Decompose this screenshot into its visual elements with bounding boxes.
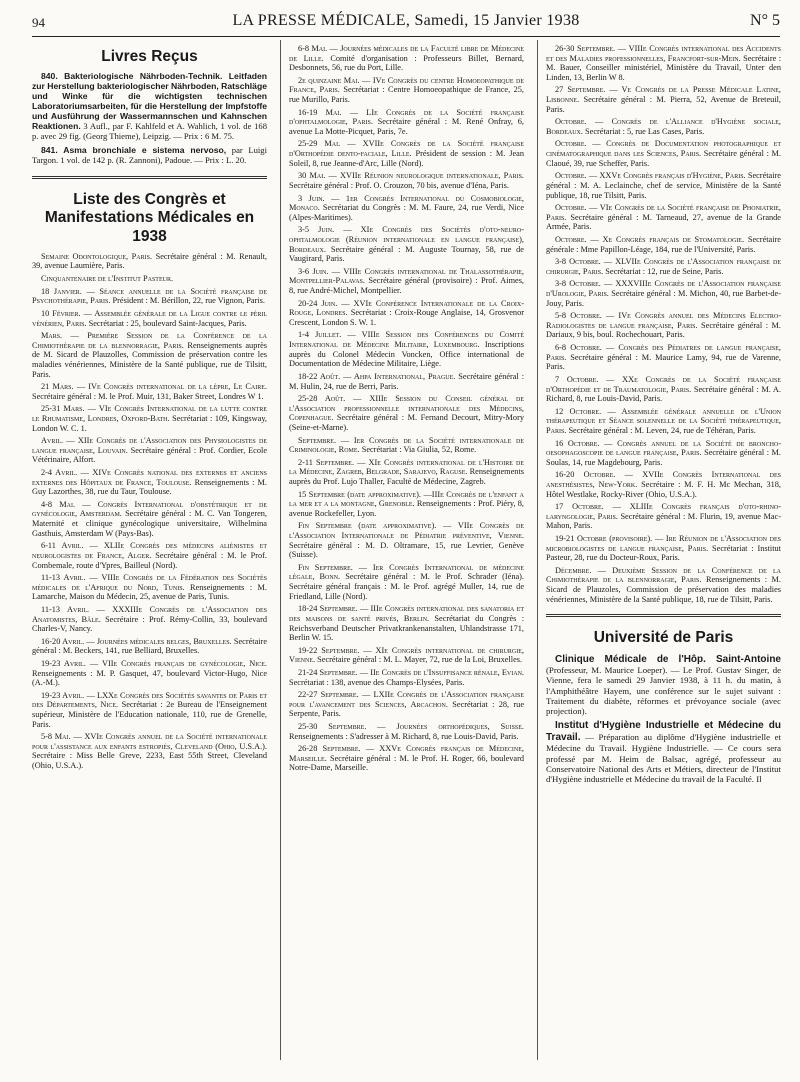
congress-entry [32, 500, 267, 538]
congress-entry [546, 566, 781, 604]
congress-details: Secrétaire général : M. Pierra, 52, Avenue de Breteuil, Paris. [546, 95, 781, 114]
congress-details: Secrétaire général : Prof. O. Crouzon, 70 bis, avenue d'Iéna, Paris. [289, 180, 509, 190]
congress-heading: Octobre. — Xe Congrès français de Stomatologie. [555, 234, 745, 244]
congress-entry [546, 470, 781, 499]
column-1 [32, 44, 267, 1054]
congress-entry [546, 279, 781, 308]
section-heading-congres: Liste des Congrès et Manifestations Médicales en 1938 [44, 191, 255, 245]
congress-details: Secrétaire général : M. L. Mayer, 72, rue de la Loi, Bruxelles. [317, 655, 523, 665]
congress-heading: 20-24 Juin. — XVIe Conférence Internationale de la Croix-Rouge, Londres. [289, 298, 524, 318]
congress-details: Secrétariat : 138, avenue des Champs-Elysées, Paris. [289, 677, 465, 687]
congress-heading: 27 Septembre. — Ve Congrès de la Presse Médicale Latine, Lisbonne. [546, 85, 781, 105]
congress-heading: 25-31 Mars. — VIe Congrès International de la lutte contre le Rhumatisme, Londres, Oxford-Bath. [32, 404, 267, 423]
congress-entry [32, 252, 267, 271]
congress-details: Secrétaire général : M. Fernand Decourt, Mitry-Mory (Seine-et-Marne). [289, 413, 524, 432]
congress-details: Secrétaire général (provisoire) : Prof. Aimes, 8, rue André-Michel, Montpellier. [289, 276, 524, 296]
congress-entry [289, 668, 524, 687]
congress-heading: 16-19 Mai. — LIe Congrès de la Société française d'ophtalmologie, Paris. [289, 107, 524, 127]
congress-details: Secrétaire général : M. C. Van Tongeren, Maternité et clinique gynécologique universitaire, Wilhelmina Gasthuis, Amsterdam W (Pays-Bas). [32, 509, 267, 538]
congress-entry [289, 458, 524, 487]
column-3 [546, 44, 781, 1064]
universite-item [546, 720, 781, 784]
book-entry [32, 72, 267, 142]
congress-entry [32, 573, 267, 602]
congress-list-col1 [32, 252, 267, 771]
congress-heading: 25-28 Août. — XIIIe Session du Conseil général de l'Association professionnelle internationale des Médecins, Copenhague. [289, 394, 524, 423]
congress-entry [32, 605, 267, 634]
congress-details: Renseignements auprès de M. Sicard de Plauzolles, Commission de préservation contre les maladies vénériennes, Ministère de la Santé publique, rue de Tilsitt, Paris. [32, 340, 267, 379]
congress-details: Secrétariat : 28, rue Serpente, Paris. [289, 699, 524, 719]
congress-details: Renseignements : M. Guy Lazorthes, 38, rue du Taur, Toulouse. [32, 477, 267, 497]
congress-entry [289, 267, 524, 296]
universite-item-text: (Professeur, M. Maurice Loeper). — Le Prof. Gustav Singer, de Vienne, fera le samedi 29 Janvier 1938, à 11 h. du matin, à l'Amphithéâtre Hayem, une conférence sur le sujet suivant : Traitement du diabète, réformes et prévoyance sociale (avec projection). [546, 665, 781, 716]
congress-details: Secrétaire général : M. Maurice Lamy, 94, rue de Varenne, Paris. [546, 352, 781, 372]
congress-heading: 2-11 Septembre. — XIe Congrès international de l'Histoire de la Médecine, Zagreb, Belgrade, Sarajevo, Raguse. [289, 457, 524, 477]
masthead [32, 8, 780, 37]
congress-list-col3 [546, 44, 781, 604]
congress-details: Secrétaire général : M. le Prof. Combemale, route d'Ypres, Bailleul (Nord). [32, 550, 267, 570]
congress-entry [289, 604, 524, 642]
column-divider [280, 40, 281, 1060]
congress-heading: 26-28 Septembre. — XXVe Congrès français de Médecine, Marseille. [289, 744, 524, 763]
congress-heading: 12 Octobre. — Assemblée générale annuelle de l'Union thérapeutique et Séance solennelle de la Société thérapeutique, Paris. [546, 406, 781, 435]
congress-entry [546, 407, 781, 436]
congress-entry [546, 235, 781, 254]
congress-list-col2 [289, 44, 524, 773]
congress-details: Secrétaire général : M. Leven, 24, rue de Téhéran, Paris. [568, 425, 756, 435]
congress-details: Secrétaire général : M. René Onfray, 6, avenue La Motte-Picquet, Paris, 7e. [289, 117, 524, 136]
congress-details: Secrétaire : M. Bauer, Conseiller ministériel, Ministère du Travail, Unter den Linden, 13, Berlin W 8. [546, 53, 781, 82]
congress-details: Secrétaire générale : Mme Papillon-Léage, 184, rue de l'Université, Paris. [546, 234, 781, 254]
congress-details: Secrétaire général : M. le Prof. Muir, 131, Baker Street, Londres W 1. [32, 391, 264, 401]
congress-heading: 6-8 Mai. — Journées médicales de la Faculté libre de Médecine de Lille. [289, 44, 524, 63]
congress-details: Secrétaire général : M. le Prof. Schrader (Iéna). Secrétaire général français : M. le Prof. agrégé Muller, 14, rue de Friedland, Lille (Nord). [289, 572, 524, 601]
congress-heading: 2-4 Avril. — XIVe Congrès national des externes et anciens externes des Hôpitaux de France, Toulouse. [32, 468, 267, 487]
congress-details: Secrétaire général : M. A. Leclainche, chef de service, Ministère de la Santé publique, 18, rue Tilsitt, Paris. [546, 171, 781, 200]
congress-heading: Décembre. — Deuxième Session de la Conférence de la Chimiothérapie de la blennorragie, Paris. [546, 565, 781, 585]
congress-heading: 3-5 Juin. — XIe Congrès des Sociétés d'oto-neuro-ophtalmologie (Réunion internationale en langue française), Bordeaux. [289, 225, 524, 254]
congress-heading: 19-22 Septembre. — XIe Congrès international de chirurgie, Vienne. [289, 645, 524, 665]
congress-heading: Avril. — XIIe Congrès de l'Association des Physiologistes de langue française, Louvain. [32, 436, 267, 455]
congress-details: Renseignements : S'adresser à M. Richard, 8, rue Louis-David, Paris. [289, 731, 519, 741]
universite-item-title: Institut d'Hygiène Industrielle et Médecine du Travail. [546, 720, 781, 743]
congress-entry [289, 372, 524, 391]
section-heading-livres: Livres Reçus [101, 48, 198, 65]
congress-heading: 16-20 Avril. — Journées médicales belges, Bruxelles. [41, 636, 232, 646]
congress-details: Secrétariat : Croix-Rouge Anglaise, 14, Grosvenor Crescent, London S. W. 1. [289, 308, 524, 327]
congress-entry [32, 732, 267, 770]
book-title: 841. Asma bronchiale e sistema nervoso, [41, 145, 227, 156]
congress-entry [546, 502, 781, 531]
congress-details: Secrétaire général : M. Flurin, 19, avenue Mac-Mahon, Paris. [546, 511, 781, 531]
congress-entry [32, 274, 267, 284]
congress-details: Renseignements : M. Lamarche, Maison du Médecin, 25, avenue de Paris, Tunis. [32, 582, 267, 602]
congress-heading: 18 Janvier. — Séance annuelle de la Société française de Psychothérapie, Paris. [32, 286, 267, 306]
congress-entry [289, 171, 524, 190]
congress-details: Secrétaire général : M. Dariaux, 9 bis, boul. Rochechouart, Paris. [546, 320, 781, 340]
congress-entry [289, 521, 524, 559]
congress-details: Comité d'organisation : Professeurs Billet, Bernard, Desbonnets, 56, rue du Port, Lille. [289, 53, 524, 73]
journal-title: LA PRESSE MÉDICALE, Samedi, 15 Janvier 1938 [232, 12, 580, 29]
congress-entry [289, 330, 524, 368]
congress-details: Secrétariat : 25, boulevard Saint-Jacques, Paris. [88, 318, 247, 328]
congress-heading: 16-20 Octobre. — XVIIe Congrès International des anesthésistes, New-York. [546, 470, 781, 489]
congress-entry [289, 194, 524, 223]
congress-heading: 25-30 Septembre. — Journées orthopédiques, Suisse. [298, 722, 524, 731]
congress-heading: 17 Octobre. — XLIIIe Congrès français d'oto-rhino-laryngologie, Paris. [546, 502, 781, 521]
congress-entry [546, 343, 781, 372]
congress-heading: 3 Juin. — 1er Congrès International du Cosmobiologie, Monaco. [289, 193, 524, 213]
congress-entry [289, 646, 524, 665]
congress-entry [546, 534, 781, 563]
page-number: 94 [32, 15, 45, 30]
congress-details: Secrétariat : 5, rue Las Cases, Paris. [585, 126, 705, 136]
universite-item [546, 654, 781, 717]
congress-heading: 3-6 Juin. — VIIIe Congrès international de Thalassothérapie, Montpellier-Palavas. [289, 266, 524, 286]
congress-heading: 16 Octobre. — Congrès annuel de la Société de broncho-oesophagoscopie de langue française, Paris. [546, 438, 781, 458]
congress-entry [289, 690, 524, 719]
congress-entry [289, 436, 524, 455]
congress-heading: Mars. — Première Session de la Conférence de la Chimiothérapie de la blennorragie, Paris. [32, 331, 267, 350]
congress-details: Secrétaire : Prof. Rémy-Collin, 33, boulevard Charles-V, Nancy. [32, 614, 267, 634]
book-title: 840. Bakteriologische Nährboden-Technik. Leitfaden zur Herstellung bakteriologischer Nährboden, Ratschläge und Winke für die wichtigsten technischen Laboratoriumsarbeiten, für die Herstellung der Impfstoffe und Ausführung der Wassermannschen und Kahnschen Reaktionen. [32, 71, 267, 132]
congress-heading: 19-21 Octobre (provisoire). — Ire Réunion de l'Association des microbiologistes de langue française, Paris. [546, 534, 781, 553]
congress-entry [546, 171, 781, 200]
congress-heading: 5-8 Mai. — XVIe Congrès annuel de la Société internationale pour l'assistance aux enfants estropiés, Cleveland (Ohio, U.S.A.). [32, 732, 267, 751]
congress-entry [32, 382, 267, 401]
section-divider [32, 176, 267, 179]
congress-details: Renseignements : Prof. Piéry, 8, avenue Rockefeller, Lyon. [289, 499, 524, 518]
congress-entry [289, 744, 524, 773]
congress-heading: 10 Février. — Assemblée générale de la Ligue contre le péril vénérien, Paris. [32, 308, 267, 328]
congress-details: Secrétariat : Via Giulia, 52, Rome. [361, 445, 477, 455]
congress-entry [289, 44, 524, 73]
congress-entry [546, 203, 781, 232]
congress-heading: 18-22 Août. — Ahpa International, Prague. [298, 371, 456, 381]
congress-entry [546, 139, 781, 168]
congress-details: Secrétariat : Centre Homoeopathique de France, 25, rue Murillo, Paris. [289, 85, 524, 105]
congress-heading: 4-8 Mai. — Congrès International d'obstétrique et de gynécologie, Amsterdam. [32, 499, 267, 519]
congress-entry [32, 637, 267, 656]
congress-heading: Cinquantenaire de l'Institut Pasteur. [41, 274, 174, 284]
congress-heading: Octobre. — VIe Congrès de la Société française de Phoniatrie, Paris. [546, 203, 781, 222]
congress-details: Président : M. Bérillon, 22, rue Vignon, Paris. [112, 296, 265, 306]
congress-details: Secrétariat : 2e Bureau de l'Enseignement supérieur, Ministère de l'Education nationale, 110, rue de Grenelle, Paris. [32, 700, 267, 729]
congress-heading: 22-27 Septembre. — LXIIe Congrès de l'Association française pour l'avancement des Sciences, Arcachon. [289, 690, 524, 709]
congress-details: Secrétariat : Institut Pasteur, 28, rue du Docteur-Roux, Paris. [546, 543, 781, 563]
issue-number: N° 5 [750, 12, 780, 29]
congress-details: Secrétariat du Congrès : Reichsverband Deutscher Privatkrankenanstalten, Uhlandstrasse 171, Berlin W. 15. [289, 613, 524, 643]
congress-entry [289, 299, 524, 328]
congress-entry [32, 287, 267, 306]
book-entry [32, 146, 267, 166]
congress-heading: 21 Mars. — IVe Congrès international de la lèpre, Le Caire. [41, 382, 267, 392]
congress-details: Secrétaire général : M. Hulin, 24, rue de Berri, Paris. [289, 371, 524, 391]
congress-entry [289, 76, 524, 105]
congress-entry [289, 490, 524, 519]
congress-heading: 26-30 Septembre. — VIIIe Congrès international des Accidents et des Maladies professionnelles, Francfort-sur-Mein. [546, 44, 781, 63]
congress-heading: Fin Septembre (date approximative). — VIIe Congrès de l'Association Internationale de Pédiatrie préventive, Vienne. [289, 521, 524, 541]
congress-details: Secrétariat du Congrès : M. M. Faure, 24, rue Verdi, Nice (Alpes-Maritimes). [289, 203, 524, 222]
congress-details: Secrétaire général : M. Soulas, 14, rue Magdebourg, Paris. [546, 448, 781, 467]
congress-details: Secrétaire général : M. A. Richard, 8, rue Louis-David, Paris. [546, 384, 781, 404]
universite-item-text: — Préparation au diplôme d'Hygiène industrielle et Médecine du Travail. Hygiène Industrielle. — Ce cours sera professé par M. Heim de Balsac, agrégé, professeur au Conservatoire National des Arts et Métiers, directeur de l'Institut d'Hygiène industrielle et Médecine du travail de la Faculté. Il [546, 731, 781, 784]
congress-heading: 11-13 Avril. — XXXIIIe Congrès de l'Association des Anatomistes, Bâle. [32, 604, 267, 624]
congress-entry [32, 309, 267, 328]
column-2 [289, 44, 524, 1054]
congress-entry [546, 117, 781, 136]
universite-item-title: Clinique Médicale de l'Hôp. Saint-Antoine [555, 653, 781, 665]
section-heading-universite: Université de Paris [593, 629, 734, 647]
congress-entry [289, 722, 524, 741]
congress-details: Inscriptions auprès du Colonel Médecin Voncken, Office international de Documentation de Médecine Militaire, Liège. [289, 340, 524, 369]
book-details: par Luigi Targon. 1 vol. de 142 p. (R. Zannoni), Padoue. — Prix : L. 20. [32, 145, 267, 166]
congress-details: Secrétaire général : Prof. Cordier, Ecole Vétérinaire, Alfort. [32, 445, 267, 465]
congress-heading: Fin Septembre. — Ier Congrès International de médecine légale, Bonn. [289, 562, 524, 582]
congress-entry [289, 139, 524, 168]
congress-heading: 15 Septembre (date approximative). —IIIe Congrès de l'enfant a la mer et a la montagne, Grenoble. [289, 489, 524, 509]
congress-details: Renseignements : M. P. Gasquet, 47, boulevard Victor-Hugo, Nice (A.-M.). [32, 668, 267, 688]
congress-heading: 21-24 Septembre. — IIe Congrès de l'Insuffisance rénale, Evian. [298, 667, 524, 677]
congress-entry [32, 468, 267, 497]
congress-heading: 2e quinzaine Mai. — IVe Congrès du centre Homoeopathique de France, Paris. [289, 75, 524, 95]
section-divider [546, 614, 781, 617]
congress-entry [289, 225, 524, 263]
congress-heading: 1-4 Juillet. — VIIIe Session des Conférences du Comité International de Médecine Militaire, Luxembourg. [289, 330, 524, 350]
congress-heading: 18-24 Septembre. — IIIe Congrès international des sanatoria et des maisons de santé privés, Berlin. [289, 604, 524, 623]
congress-details: Secrétaire général : M. le Prof. H. Roger, 66, boulevard Notre-Dame, Marseille. [289, 753, 524, 773]
congress-heading: 6-8 Octobre. — Congrès des Pédiatres de langue française, Paris. [546, 343, 781, 362]
congress-heading: 5-8 Octobre. — IVe Congrès annuel des Médecins Electro-Radiologistes de langue française, Paris. [546, 311, 781, 330]
congress-entry [546, 85, 781, 114]
congress-entry [289, 394, 524, 432]
congress-entry [32, 659, 267, 688]
congress-details: Secrétaire : M. F. H. Mc Mechan, 318, Hôtel Westlake, Rocky-River (Ohio, U.S.A.). [546, 479, 781, 499]
congress-entry [546, 439, 781, 468]
congress-heading: Octobre. — XXVe Congrès français d'Hygiène, Paris. [555, 171, 746, 181]
universite-items [546, 654, 781, 785]
book-details: 3 Aufl., par F. Kahlfeld et A. Wahlich, 1 vol. de 168 p. avec 29 fig. (Georg Thieme), Leipzig. — Prix : 6 M. 75. [32, 121, 267, 142]
congress-heading: 25-29 Mai. — XVIIe Congrès de la Société française d'Orthopédie dento-faciale, Lille. [289, 139, 524, 159]
congress-heading: 30 Mai. — XVIIe Réunion neurologique internationale, Paris. [298, 171, 524, 181]
congress-details: Secrétaire général : M. Beckers, 141, rue Belliard, Bruxelles. [32, 636, 267, 656]
congress-entry [289, 108, 524, 137]
congress-details: Secrétaire général : M. Michon, 40, rue Barbet-de-Jouy, Paris. [546, 289, 781, 308]
congress-heading: 19-23 Avril. — VIIe Congrès français de gynécologie, Nice. [41, 659, 267, 668]
books-list [32, 72, 267, 166]
congress-details: Secrétaire : Miss Belle Greve, 2233, East 55th Street, Cleveland (Ohio, U.S.A.). [32, 751, 267, 771]
congress-heading: 6-11 Avril. — XLIIe Congrès des médecins aliénistes et neurologistes de France, Alger. [32, 541, 267, 560]
congress-entry [546, 311, 781, 340]
congress-details: Secrétaire général : M. Claoué, 39, rue Scheffer, Paris. [546, 149, 781, 168]
congress-details: Secrétaire général : M. Renault, 39, avenue Laumière, Paris. [32, 251, 267, 271]
congress-details: Secrétaire général : M. D. Oltramare, 15, rue Levrier, Genève (Suisse). [289, 540, 524, 560]
congress-entry [546, 44, 781, 82]
congress-heading: Septembre. — Ier Congrès de la Société internationale de Criminologie, Rome. [289, 435, 524, 455]
congress-heading: Octobre. — Congrès de l'Alliance d'Hygiène sociale, Bordeaux. [546, 117, 781, 136]
congress-details: Secrétaire général : M. Auguste Tournay, 58, rue de Vaugirard, Paris. [289, 244, 524, 264]
congress-entry [546, 257, 781, 276]
congress-entry [32, 331, 267, 379]
congress-entry [32, 541, 267, 570]
congress-entry [546, 375, 781, 404]
congress-heading: Semaine Odontologique, Paris. [41, 251, 153, 261]
congress-heading: Octobre. — Congrès de Documentation photographique et cinématographique dans les Sciences, Paris. [546, 139, 781, 159]
congress-heading: 11-13 Avril. — VIIIe Congrès de la Fédération des Sociétés médicales de l'Afrique du Nord, Tunis. [32, 573, 267, 592]
congress-details: Renseignements auprès du Prof. Lujo Thaller, Faculté de Médecine, Zagreb. [289, 467, 524, 486]
congress-details: Président de session : M. Jean Soleil, 8, rue Jeanne-d'Arc, Lille (Nord). [289, 149, 524, 168]
congress-entry [289, 563, 524, 601]
congress-heading: 7 Octobre. — XXe Congrès de la Société française d'Orthopédie et de Traumatologie, Paris. [546, 374, 781, 394]
congress-details: Secrétariat : 109, Kingsway, London W. C. 1. [32, 413, 267, 433]
congress-entry [32, 404, 267, 433]
congress-details: Secrétariat : 12, rue de Seine, Paris. [605, 266, 724, 276]
congress-entry [32, 436, 267, 465]
congress-entry [32, 691, 267, 729]
column-divider [537, 40, 538, 1060]
congress-heading: 3-8 Octobre. — XXXVIIIe Congrès de l'Association française d'Urologie, Paris. [546, 279, 781, 299]
congress-details: Renseignements : M. Sicard de Plauzoles, Commission de préservation des maladies vénériennes, Ministère de la Santé publique, 18, rue de Tilsitt, Paris. [546, 575, 781, 604]
congress-heading: 19-23 Avril. — LXXe Congrès des Sociétés savantes de Paris et des Départements, Nice. [32, 690, 267, 710]
congress-details: Secrétaire général : M. Tarneaud, 27, avenue de la Grande Armée, Paris. [546, 212, 781, 232]
congress-heading: 3-8 Octobre. — XLVIIe Congrès de l'Association française de chirurgie, Paris. [546, 257, 781, 276]
